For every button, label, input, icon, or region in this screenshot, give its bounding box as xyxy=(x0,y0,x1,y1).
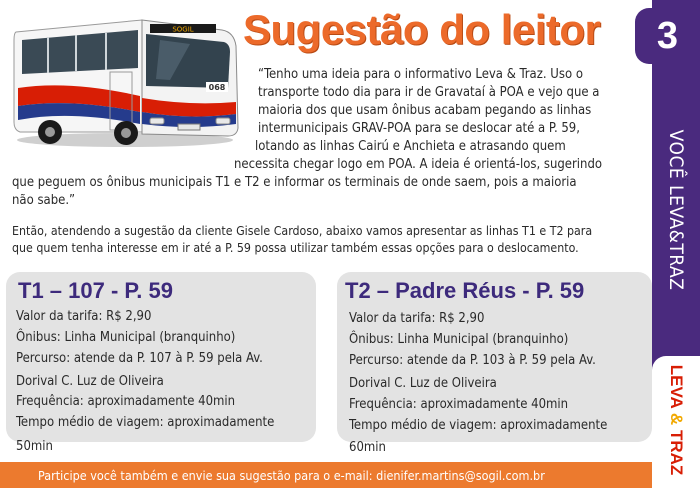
quote-line: não sabe.” xyxy=(12,193,76,208)
route-travel-time: Tempo médio de viagem: aproximadamente xyxy=(349,418,608,433)
route-path: Percurso: atende da P. 107 à P. 59 pela Av. xyxy=(16,351,263,366)
route-title: T1 – 107 - P. 59 xyxy=(18,278,173,303)
quote-line: intermunicipais GRAV-POA para se deslocar até a P. 59, xyxy=(258,121,580,136)
logo-word-leva: LEVA xyxy=(667,364,686,409)
bus-number: 068 xyxy=(208,83,226,92)
route-path-cont: Dorival C. Luz de Oliveira xyxy=(349,376,497,391)
logo-word-traz: TRAZ xyxy=(667,429,686,476)
logo-ampersand: & xyxy=(667,412,686,426)
intro-line: que quem tenha interesse em ir até a P. 59 possa utilizar também essas opções para o deslocamento. xyxy=(12,241,579,255)
footer-banner xyxy=(0,462,652,488)
route-travel-time: Tempo médio de viagem: aproximadamente xyxy=(16,415,275,430)
route-frequency: Frequência: aproximadamente 40min xyxy=(16,394,236,409)
quote-line: necessita chegar logo em POA. A ideia é orientá-los, sugerindo xyxy=(234,157,603,172)
route-title: T2 – Padre Réus - P. 59 xyxy=(345,278,585,303)
route-travel-time-value: 60min xyxy=(349,440,386,455)
quote-line: “Tenho uma ideia para o informativo Leva & Traz. Uso o xyxy=(258,67,583,82)
page-title: Sugestão do leitor xyxy=(243,6,601,53)
bus-illustration xyxy=(10,10,240,150)
route-fare: Valor da tarifa: R$ 2,90 xyxy=(16,309,152,324)
route-bus-type: Ônibus: Linha Municipal (branquinho) xyxy=(16,330,236,345)
quote-line: que peguem os ônibus municipais T1 e T2 e informar os terminais de onde saem, pois a maioria xyxy=(12,175,577,190)
bus-icon xyxy=(10,10,240,150)
quote-line: maioria dos que usam ônibus acabam pegando as linhas xyxy=(258,103,592,118)
route-frequency: Frequência: aproximadamente 40min xyxy=(349,397,569,412)
route-travel-time-value: 50min xyxy=(16,439,53,454)
bus-destination-sign: SOGIL xyxy=(172,25,194,34)
section-label: VOCÊ LEVA&TRAZ xyxy=(665,129,687,291)
route-bus-type: Ônibus: Linha Municipal (branquinho) xyxy=(349,332,569,347)
page-number: 3 xyxy=(656,14,679,57)
quote-line: transporte todo dia para ir de Gravataí à POA e vejo que a xyxy=(258,85,600,100)
route-card-t1 xyxy=(6,272,316,454)
quote-line: lotando as linhas Cairú e Anchieta e atrasando quem xyxy=(255,139,566,154)
route-card-t2 xyxy=(337,272,652,455)
route-path: Percurso: atende da P. 103 à P. 59 pela Av. xyxy=(349,353,596,368)
intro-line: Então, atendendo a sugestão da cliente Gisele Cardoso, abaixo vamos apresentar as linhas T1 e T2 para xyxy=(12,224,593,238)
footer-text: Participe você também e envie sua sugestão para o e-mail: dienifer.martins@sogil.com.br xyxy=(38,467,545,483)
route-fare: Valor da tarifa: R$ 2,90 xyxy=(349,311,485,326)
leva-traz-logo xyxy=(666,365,686,476)
route-path-cont: Dorival C. Luz de Oliveira xyxy=(16,374,164,389)
